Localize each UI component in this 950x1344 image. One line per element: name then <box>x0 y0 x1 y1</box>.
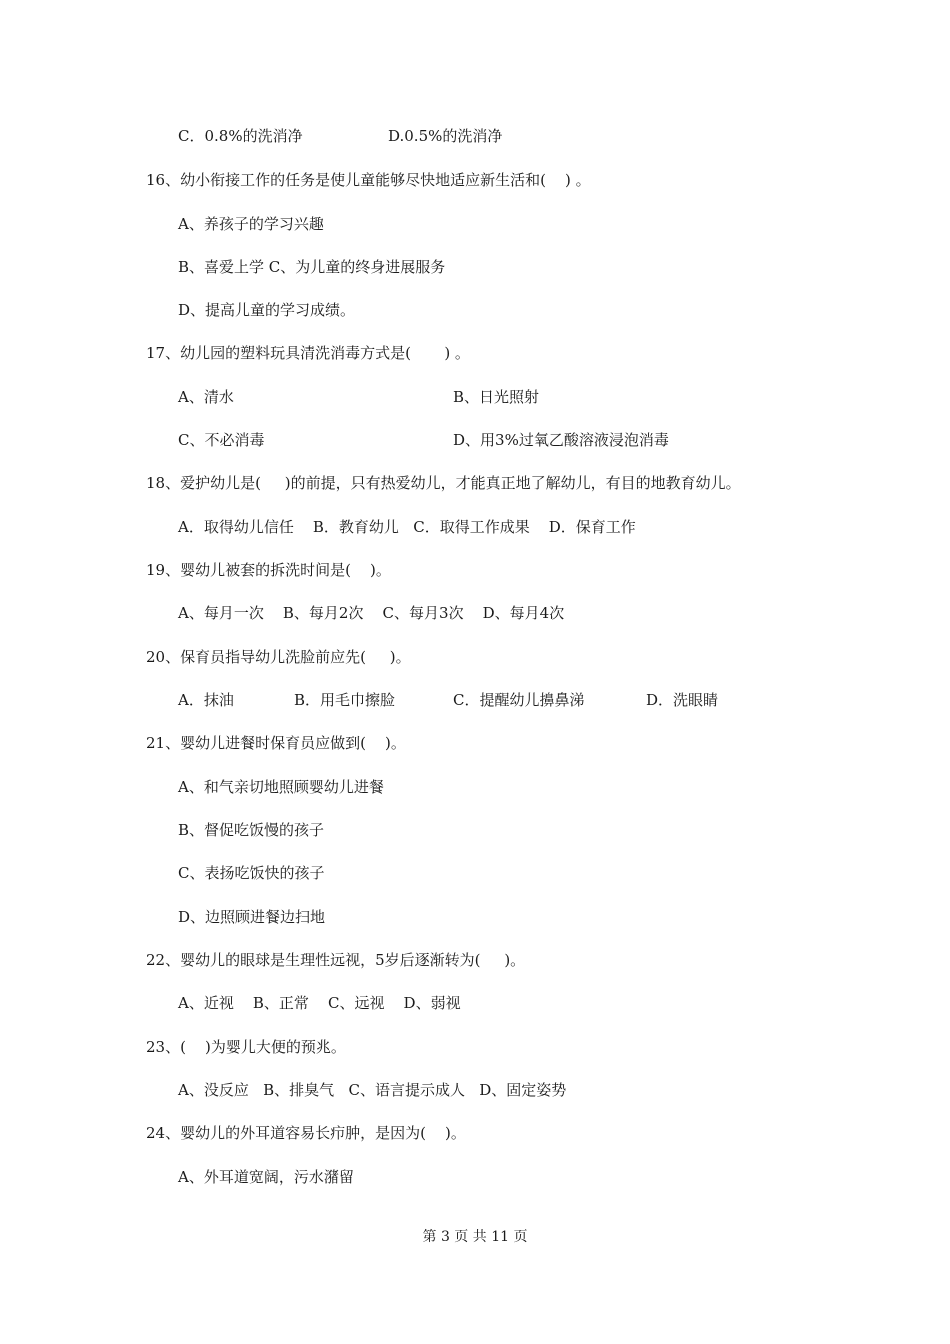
option-text: D.0.5%的洗消净 <box>388 127 503 145</box>
question-text: 20、保育员指导幼儿洗脸前应先( )。 <box>146 648 411 666</box>
option-text: D、用3%过氧乙酸溶液浸泡消毒 <box>453 431 669 449</box>
option-text: C、不必消毒 <box>178 431 265 449</box>
option-text: B．用毛巾擦脸 <box>294 691 396 709</box>
option-text: D．洗眼睛 <box>646 691 719 709</box>
option-text: A、没反应 B、排臭气 C、语言提示成人 D、固定姿势 <box>178 1081 567 1099</box>
question-text: 17、幼儿园的塑料玩具清洗消毒方式是( ) 。 <box>146 344 470 362</box>
option-text: D、提高儿童的学习成绩。 <box>178 301 356 319</box>
option-text: A、和气亲切地照顾婴幼儿进餐 <box>178 778 384 796</box>
option-text: A、每月一次 B、每月2次 C、每月3次 D、每月4次 <box>178 604 565 622</box>
option-text: A．抹油 <box>178 691 234 709</box>
option-text: A、近视 B、正常 C、远视 D、弱视 <box>178 994 461 1012</box>
question-text: 21、婴幼儿进餐时保育员应做到( )。 <box>146 734 406 752</box>
option-text: C．提醒幼儿擤鼻涕 <box>453 691 585 709</box>
option-text: B、喜爱上学 C、为儿童的终身进展服务 <box>178 258 446 276</box>
option-text: A．取得幼儿信任 B．教育幼儿 C．取得工作成果 D．保育工作 <box>178 518 636 536</box>
option-text: C、表扬吃饭快的孩子 <box>178 864 325 882</box>
question-text: 19、婴幼儿被套的拆洗时间是( )。 <box>146 561 391 579</box>
question-text: 23、( )为婴儿大便的预兆。 <box>146 1038 346 1056</box>
option-text: A、外耳道宽阔，污水潴留 <box>178 1168 354 1186</box>
option-text: D、边照顾进餐边扫地 <box>178 908 326 926</box>
question-text: 16、幼小衔接工作的任务是使儿童能够尽快地适应新生活和( ) 。 <box>146 171 591 189</box>
option-text: C．0.8%的洗消净 <box>178 127 303 145</box>
question-text: 24、婴幼儿的外耳道容易长疖肿，是因为( )。 <box>146 1124 466 1142</box>
option-text: B、督促吃饭慢的孩子 <box>178 821 325 839</box>
question-text: 22、婴幼儿的眼球是生理性远视，5岁后逐渐转为( )。 <box>146 951 526 969</box>
option-text: B、日光照射 <box>453 388 540 406</box>
page-footer: 第 3 页 共 11 页 <box>422 1229 528 1245</box>
question-text: 18、爱护幼儿是( )的前提，只有热爱幼儿，才能真正地了解幼儿，有目的地教育幼儿。 <box>146 474 741 492</box>
option-text: A、养孩子的学习兴趣 <box>178 215 324 233</box>
option-text: A、清水 <box>178 388 234 406</box>
